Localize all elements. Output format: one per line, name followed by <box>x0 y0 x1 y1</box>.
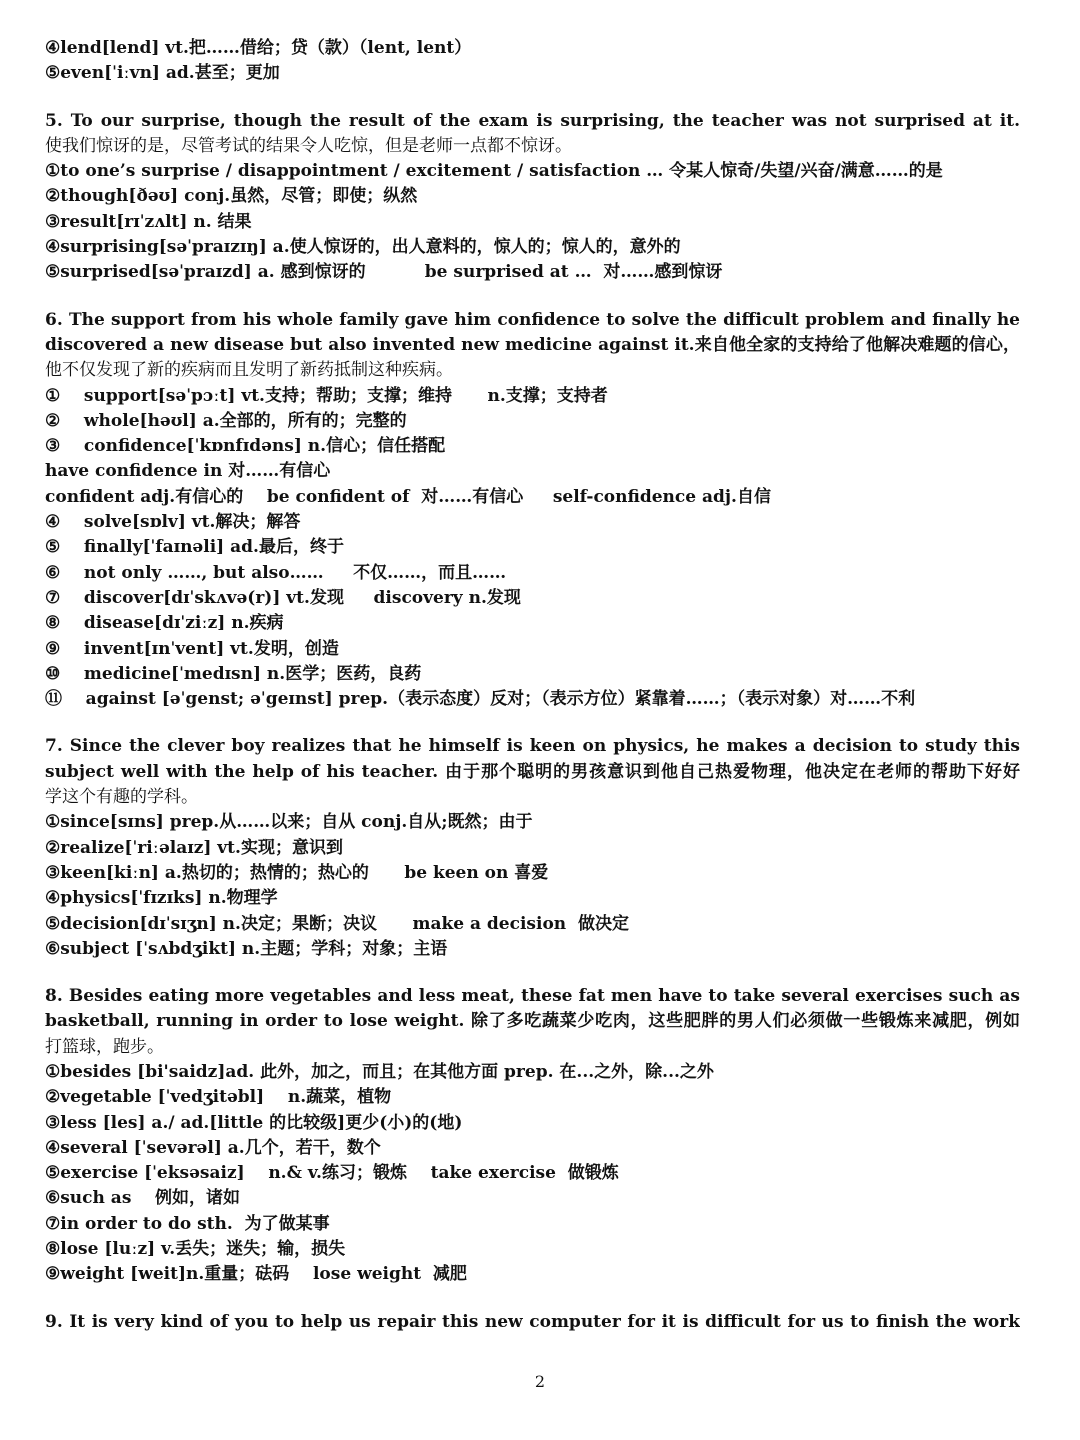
vocab-line: ① support[səˈpɔːt] vt.支持；帮助；支撑；维持 n.支撑；支持者 <box>45 385 608 406</box>
spacer <box>45 286 1020 308</box>
vocab-line: ②vegetable [ˈvedʒitəbl] n.蔬菜，植物 <box>45 1087 392 1108</box>
sentence-line: basketball, running in order to lose weight. 除了多吃蔬菜少吃肉，这些肥胖的男人们必须做一些锻炼来减肥，例如 <box>45 1011 1020 1032</box>
vocab-line: ⑪ against [əˈgenst; əˈgeɪnst] prep.（表示态度）反对；（表示方位）紧靠着……；（表示对象）对……不利 <box>45 689 916 710</box>
text-line: ④lend[lend] vt.把……借给；贷（款）（lent, lent） <box>45 38 472 58</box>
page-number: 2 <box>534 1372 546 1391</box>
vocab-line: ⑨ invent[ɪnˈvent] vt.发明，创造 <box>45 638 339 659</box>
vocab-line: ⑦in order to do sth. 为了做某事 <box>45 1213 330 1234</box>
vocab-line: ①to one’s surprise / disappointment / excitement / satisfaction … 令某人惊奇/失望/兴奋/满意……的是 <box>45 161 943 182</box>
vocab-line: ⑧lose [luːz] v.丢失；迷失；输，损失 <box>45 1239 346 1260</box>
sentence-line: 7. Since the clever boy realizes that he himself is keen on physics, he makes a decision to study this <box>45 736 1020 757</box>
sentence-line: 6. The support from his whole family gave him confidence to solve the difficult problem and finally he <box>45 309 1020 330</box>
vocab-line: ③keen[kiːn] a.热切的；热情的；热心的 be keen on 喜爱 <box>45 862 549 883</box>
vocab-line: ⑨weight [weit]n.重量；砝码 lose weight 减肥 <box>45 1264 467 1285</box>
document-body <box>45 36 1020 1335</box>
vocab-line: ⑥ not only ……, but also…… 不仅……，而且…… <box>45 562 507 583</box>
vocab-line: ⑤surprised[səˈpraɪzd] a. 感到惊讶的 be surprised at … 对……感到惊讶 <box>45 262 723 283</box>
vocab-line: ①besides [bi'saidz]ad. 此外，加之，而且；在其他方面 prep. 在...之外，除...之外 <box>45 1061 714 1082</box>
sentence-line: subject well with the help of his teacher. 由于那个聪明的男孩意识到他自己热爱物理，他决定在老师的帮助下好好 <box>45 761 1020 782</box>
vocab-line: ② whole[həʊl] a.全部的，所有的；完整的 <box>45 410 407 431</box>
vocab-line: ③less [les] a./ ad.[little 的比较级]更少(小)的(地) <box>45 1112 463 1133</box>
vocab-line: ⑤exercise [ˈeksəsaiz] n.& v.练习；锻炼 take exercise 做锻炼 <box>45 1163 619 1184</box>
translation-line: 他不仅发现了新的疾病而且发明了新药抵制这种疾病。 <box>45 360 453 381</box>
vocab-line: ⑤decision[dɪˈsɪʒn] n.决定；果断；决议 make a decision 做决定 <box>45 913 629 934</box>
vocab-line: ⑥such as 例如，诸如 <box>45 1188 241 1209</box>
vocab-line: ③result[rɪˈzʌlt] n. 结果 <box>45 211 252 232</box>
vocab-line: ③ confidence[ˈkɒnfɪdəns] n.信心；信任搭配 <box>45 436 446 457</box>
vocab-line: ④physics[ˈfɪzɪks] n.物理学 <box>45 888 278 909</box>
vocab-line: ④surprising[səˈpraɪzɪŋ] a.使人惊讶的，出人意料的，惊人的；惊人的，意外的 <box>45 237 681 258</box>
sentence-line: 8. Besides eating more vegetables and less meat, these fat men have to take several exercises such as <box>45 986 1020 1007</box>
vocab-line: ②realize[ˈriːəlaɪz] vt.实现；意识到 <box>45 837 343 858</box>
vocab-line: ⑥subject [ˈsʌbdʒikt] n.主题；学科；对象；主语 <box>45 938 448 959</box>
vocab-line: ⑩ medicine[ˈmedɪsn] n.医学；医药，良药 <box>45 663 422 684</box>
spacer <box>45 1288 1020 1310</box>
vocab-line: ⑦ discover[dɪˈskʌvə(r)] vt.发现 discovery n.发现 <box>45 587 521 608</box>
translation-line: 学这个有趣的学科。 <box>45 787 198 808</box>
spacer <box>45 712 1020 734</box>
vocab-line: have confidence in 对……有信心 <box>45 461 331 482</box>
vocab-line: ①since[sɪns] prep.从……以来；自从 conj.自从;既然；由于 <box>45 812 533 833</box>
sentence-line: 5. To our surprise, though the result of the exam is surprising, the teacher was not surprised at it. <box>45 110 1020 131</box>
spacer <box>45 87 1020 109</box>
spacer <box>45 962 1020 984</box>
translation-line: 打篮球，跑步。 <box>45 1036 164 1057</box>
text-line: ⑤even[ˈiːvn] ad.甚至；更加 <box>45 63 280 84</box>
vocab-line: confident adj.有信心的 be confident of 对……有信心 self-confidence adj.自信 <box>45 486 771 507</box>
vocab-line: ⑤ finally[ˈfaɪnəli] ad.最后，终于 <box>45 537 344 558</box>
vocab-line: ⑧ disease[dɪˈziːz] n.疾病 <box>45 613 284 634</box>
vocab-line: ②though[ðəʊ] conj.虽然，尽管；即使；纵然 <box>45 186 418 207</box>
vocab-line: ④several [ˈsevərəl] a.几个，若干，数个 <box>45 1137 381 1158</box>
sentence-line: 9. It is very kind of you to help us repair this new computer for it is difficult for us to finish the work <box>45 1311 1020 1332</box>
translation-line: 使我们惊讶的是，尽管考试的结果令人吃惊，但是老师一点都不惊讶。 <box>45 135 572 156</box>
vocab-line: ④ solve[sɒlv] vt.解决；解答 <box>45 512 301 533</box>
sentence-line: discovered a new disease but also invented new medicine against it.来自他全家的支持给了他解决难题的信心， <box>45 334 1020 355</box>
